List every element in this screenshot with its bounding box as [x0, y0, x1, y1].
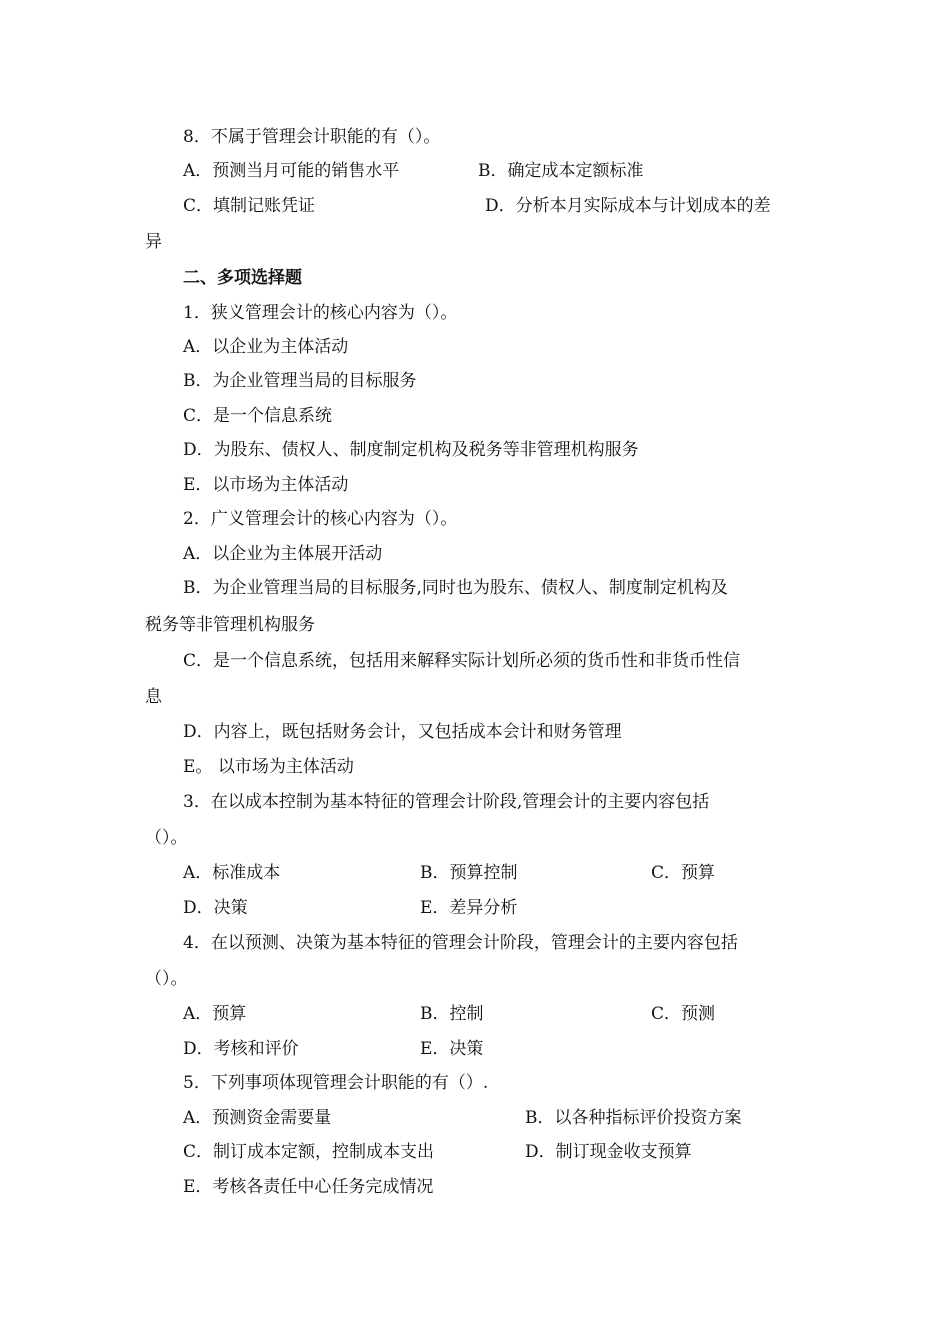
- m1-stem: 1．狭义管理会计的核心内容为（）。: [183, 303, 458, 323]
- m4-option-d: D．考核和评价: [183, 1039, 299, 1059]
- m4-stem: 4．在以预测、决策为基本特征的管理会计阶段，管理会计的主要内容包括: [183, 933, 738, 953]
- m4-option-c: C．预测: [651, 1004, 716, 1024]
- m5-option-c: C．制订成本定额，控制成本支出: [183, 1142, 435, 1162]
- m2-option-b: B．为企业管理当局的目标服务,同时也为股东、债权人、制度制定机构及: [183, 578, 728, 598]
- m4-option-b: B．控制: [420, 1004, 484, 1024]
- m3-stem-continued: （）。: [145, 828, 188, 848]
- section-title: 二、多项选择题: [183, 268, 302, 288]
- m1-option-d: D．为股东、债权人、制度制定机构及税务等非管理机构服务: [183, 440, 639, 460]
- m1-option-c: C．是一个信息系统: [183, 406, 333, 426]
- m1-option-a: A．以企业为主体活动: [183, 337, 349, 357]
- q8-option-a: A．预测当月可能的销售水平: [183, 161, 400, 181]
- m3-option-d: D．决策: [183, 898, 248, 918]
- m1-option-e: E．以市场为主体活动: [183, 475, 349, 495]
- m4-stem-continued: （）。: [145, 969, 188, 989]
- m2-option-c: C．是一个信息系统，包括用来解释实际计划所必须的货币性和非货币性信: [183, 651, 741, 671]
- m2-stem: 2．广义管理会计的核心内容为（）。: [183, 509, 458, 529]
- m4-option-a: A．预算: [183, 1004, 247, 1024]
- m5-option-d: D．制订现金收支预算: [525, 1142, 692, 1162]
- q8-stem: 8．不属于管理会计职能的有（）。: [183, 127, 441, 147]
- q8-option-d-continued: 异: [145, 232, 162, 252]
- m5-stem: 5．下列事项体现管理会计职能的有（）.: [183, 1073, 489, 1093]
- m5-option-e: E．考核各责任中心任务完成情况: [183, 1177, 434, 1197]
- m3-option-c: C．预算: [651, 863, 716, 883]
- m3-option-b: B．预算控制: [420, 863, 518, 883]
- m1-option-b: B．为企业管理当局的目标服务: [183, 371, 417, 391]
- m3-stem: 3．在以成本控制为基本特征的管理会计阶段,管理会计的主要内容包括: [183, 792, 710, 812]
- m3-option-a: A．标准成本: [183, 863, 281, 883]
- m5-option-a: A．预测资金需要量: [183, 1108, 332, 1128]
- m2-option-b-continued: 税务等非管理机构服务: [145, 615, 315, 635]
- m5-option-b: B．以各种指标评价投资方案: [525, 1108, 742, 1128]
- m2-option-c-continued: 息: [145, 687, 162, 707]
- m2-option-d: D．内容上，既包括财务会计，又包括成本会计和财务管理: [183, 722, 622, 742]
- q8-option-c: C．填制记账凭证: [183, 196, 316, 216]
- q8-option-b: B．确定成本定额标准: [478, 161, 644, 181]
- m2-option-e: E。 以市场为主体活动: [183, 757, 354, 777]
- m3-option-e: E．差异分析: [420, 898, 518, 918]
- m2-option-a: A．以企业为主体展开活动: [183, 544, 383, 564]
- q8-option-d: D．分析本月实际成本与计划成本的差: [485, 196, 771, 216]
- m4-option-e: E．决策: [420, 1039, 484, 1059]
